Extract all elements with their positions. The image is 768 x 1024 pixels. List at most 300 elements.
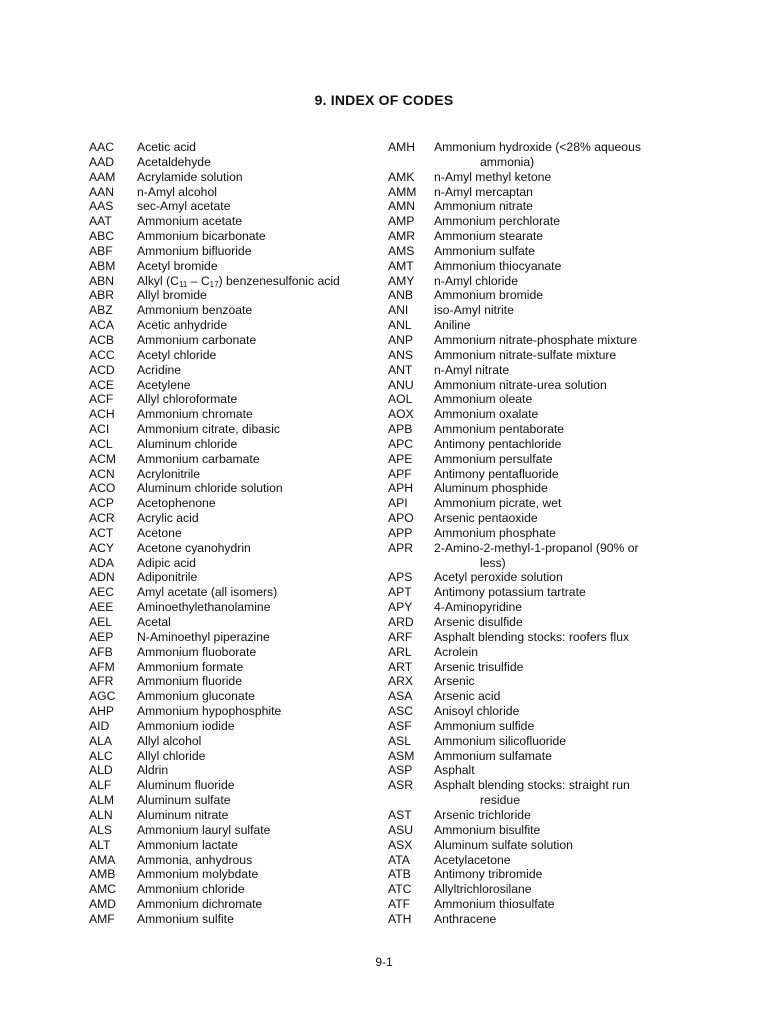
entry-code: ACD: [89, 362, 115, 377]
entry-code: ASX: [388, 837, 413, 852]
entry-name: [137, 823, 379, 838]
entry-name: [434, 763, 688, 778]
entry-code: AMK: [388, 169, 415, 184]
entry-name: [137, 496, 379, 511]
code-entry: [89, 274, 379, 289]
entry-name-text: Ammonium chloride: [137, 882, 245, 897]
code-entry: [388, 600, 688, 615]
entry-name: [137, 838, 379, 853]
entry-code: APC: [388, 436, 414, 451]
entry-code: ALD: [89, 763, 113, 778]
entry-name: [137, 585, 379, 600]
entry-code: ABN: [89, 273, 115, 288]
entry-code: ABR: [89, 288, 115, 303]
entry-code: ALS: [89, 822, 113, 837]
entry-name: [434, 244, 688, 259]
code-entry: [388, 378, 688, 393]
entry-code: ALA: [89, 733, 113, 748]
entry-name: [434, 467, 688, 482]
entry-name-text: Ammonium bromide: [434, 288, 544, 303]
entry-name: [137, 170, 379, 185]
entry-name-text: Acetophenone: [137, 496, 216, 511]
entry-code: AAN: [89, 184, 115, 199]
entry-name-text: Acetic acid: [137, 140, 196, 154]
entry-name-text: Anisoyl chloride: [434, 704, 520, 719]
entry-name-text: Aminoethylethanolamine: [137, 600, 271, 615]
entry-code: APP: [388, 525, 413, 540]
entry-name-text: Ammonium bifluoride: [137, 243, 252, 258]
entry-name: [434, 615, 688, 630]
entry-name-text: Ammonium hydroxide (<28% aqueous: [434, 140, 641, 154]
code-entry: [89, 630, 379, 645]
entry-name-text: Ammonium dichromate: [137, 897, 263, 912]
entry-code: ACH: [89, 407, 115, 422]
entry-name: [137, 882, 379, 897]
entry-code: ASR: [388, 778, 414, 793]
entry-name: [137, 630, 379, 645]
entry-code: ALM: [89, 793, 115, 808]
entry-name-text: Acrylamide solution: [137, 169, 243, 184]
code-entry: [89, 407, 379, 422]
entry-code: AEC: [89, 585, 115, 600]
entry-name: [434, 645, 688, 660]
entry-code: ATA: [388, 852, 410, 867]
code-entry: [388, 452, 688, 467]
code-entry: [89, 318, 379, 333]
code-entry: [89, 378, 379, 393]
code-entry: [388, 170, 688, 185]
entry-code: ACC: [89, 347, 115, 362]
entry-name-text: Ammonium sulfide: [434, 718, 535, 733]
entry-name-text: Ammonium stearate: [434, 229, 544, 244]
entry-name: [137, 422, 379, 437]
entry-name-text: Aluminum phosphide: [434, 481, 548, 496]
entry-name-text: Allyl alcohol: [137, 733, 202, 748]
entry-name-text: Acetic anhydride: [137, 318, 228, 333]
code-entry: [89, 259, 379, 274]
code-entry: [388, 897, 688, 912]
code-entry: [89, 734, 379, 749]
entry-code: ACI: [89, 422, 110, 437]
entry-code: AMB: [89, 867, 116, 882]
entry-name-text: Adiponitrile: [137, 570, 198, 585]
entry-name-text: Ammonium nitrate-phosphate mixture: [434, 332, 638, 347]
code-entry: [388, 823, 688, 838]
entry-name-text: N-Aminoethyl piperazine: [137, 629, 270, 644]
entry-code: AAT: [89, 214, 112, 229]
entry-code: AST: [388, 807, 412, 822]
entry-name-text: Aluminum nitrate: [137, 807, 229, 822]
entry-name: [137, 734, 379, 749]
entry-name-text: 4-Aminopyridine: [434, 600, 523, 615]
entry-code: AMM: [388, 184, 417, 199]
code-entry: [89, 467, 379, 482]
entry-name: [434, 674, 688, 689]
entry-name: [434, 660, 688, 675]
entry-name: [434, 585, 688, 600]
entry-name-text: Asphalt blending stocks: straight run: [434, 778, 630, 793]
code-entry: [388, 185, 688, 200]
entry-code: AMF: [89, 911, 115, 926]
entry-name-text: Ammonium chromate: [137, 407, 253, 422]
code-entry: [89, 348, 379, 363]
entry-name: [434, 407, 688, 422]
code-entry: [388, 288, 688, 303]
code-entry: [388, 422, 688, 437]
entry-name-text: Aluminum chloride solution: [137, 481, 283, 496]
code-entry: [89, 749, 379, 764]
entry-code: ANS: [388, 347, 414, 362]
entry-name-text: Ammonium sulfamate: [434, 748, 552, 763]
code-entry: [89, 185, 379, 200]
entry-name-text: Acrolein: [434, 644, 479, 659]
code-entry: [89, 481, 379, 496]
code-entry: [89, 214, 379, 229]
entry-code: AGC: [89, 689, 116, 704]
entry-name: [137, 793, 379, 808]
code-entry: [388, 199, 688, 214]
code-entry: [89, 704, 379, 719]
entry-code: ARF: [388, 629, 413, 644]
entry-code: AAM: [89, 169, 116, 184]
code-entry: [89, 689, 379, 704]
entry-name-text: Anthracene: [434, 911, 497, 926]
entry-name-text: Aniline: [434, 318, 471, 333]
entry-name: [137, 749, 379, 764]
entry-code: ANI: [388, 303, 409, 318]
code-entry: [388, 615, 688, 630]
entry-code: ASM: [388, 748, 415, 763]
code-entry: [388, 496, 688, 511]
entry-code: ACO: [89, 481, 116, 496]
entry-name: [434, 140, 688, 170]
entry-code: ACB: [89, 332, 115, 347]
entry-name-text: Arsenic: [434, 674, 475, 689]
entry-name: [434, 422, 688, 437]
code-entry: [89, 170, 379, 185]
entry-name: [434, 229, 688, 244]
entry-name-text: Antimony potassium tartrate: [434, 585, 586, 600]
entry-name: [137, 140, 379, 155]
entry-code: AHP: [89, 704, 115, 719]
entry-name: [434, 630, 688, 645]
code-entry: [89, 363, 379, 378]
entry-name: [434, 719, 688, 734]
entry-name-text: Ammonium bisulfite: [434, 822, 541, 837]
code-entry: [89, 303, 379, 318]
entry-name: [137, 897, 379, 912]
entry-name: [137, 467, 379, 482]
entry-name-text: Acetyl bromide: [137, 258, 218, 273]
entry-name: [434, 897, 688, 912]
entry-code: ARL: [388, 644, 412, 659]
entry-code: AMC: [89, 882, 117, 897]
code-entry: [89, 155, 379, 170]
entry-name-text: Allyl bromide: [137, 288, 207, 303]
entry-name: [434, 259, 688, 274]
entry-name-text: Ammonium hypophosphite: [137, 704, 282, 719]
entry-name: [434, 333, 688, 348]
code-entry: [89, 452, 379, 467]
entry-code: ACT: [89, 525, 114, 540]
entry-name: [137, 615, 379, 630]
entry-code: AAS: [89, 199, 114, 214]
entry-name-continuation: ammonia): [480, 154, 535, 169]
entry-name-text: Acetaldehyde: [137, 154, 211, 169]
entry-name-text: Acetylacetone: [434, 852, 511, 867]
code-entry: [89, 541, 379, 556]
entry-code: AEE: [89, 600, 114, 615]
entry-code: ACN: [89, 466, 115, 481]
entry-name-text: Antimony tribromide: [434, 867, 543, 882]
entry-code: ANP: [388, 332, 414, 347]
entry-name-text: Ammonium molybdate: [137, 867, 259, 882]
code-entry: [89, 511, 379, 526]
entry-name-text: Ammonium carbonate: [137, 332, 257, 347]
code-entry: [89, 882, 379, 897]
code-entry: [388, 303, 688, 318]
entry-name-text: Antimony pentafluoride: [434, 466, 559, 481]
code-entry: [89, 526, 379, 541]
entry-code: APT: [388, 585, 412, 600]
code-entry: [388, 689, 688, 704]
entry-name: [137, 704, 379, 719]
code-entry: [388, 259, 688, 274]
entry-code: AFM: [89, 659, 115, 674]
entry-name: [137, 274, 379, 289]
code-entry: [388, 853, 688, 868]
entry-name: [137, 867, 379, 882]
entry-name-text: Arsenic trichloride: [434, 807, 531, 822]
entry-name: [137, 318, 379, 333]
entry-name: [434, 452, 688, 467]
code-entry: [388, 778, 688, 808]
entry-name: [137, 392, 379, 407]
entry-name: [137, 407, 379, 422]
entry-code: APE: [388, 451, 413, 466]
code-entry: [388, 348, 688, 363]
code-entry: [388, 481, 688, 496]
entry-name-continuation: residue: [480, 793, 520, 808]
entry-name-text: n-Amyl mercaptan: [434, 184, 533, 199]
entry-code: ASP: [388, 763, 413, 778]
entry-code: ACA: [89, 318, 115, 333]
code-entry: [388, 734, 688, 749]
entry-name-text: Arsenic acid: [434, 689, 501, 704]
entry-name-text: Aluminum fluoride: [137, 778, 235, 793]
code-entry: [89, 496, 379, 511]
entry-name-text: Acetone cyanohydrin: [137, 540, 251, 555]
entry-name-text: Ammonium fluoborate: [137, 644, 257, 659]
entry-name: [137, 541, 379, 556]
code-entry: [89, 437, 379, 452]
entry-name-text: Aluminum sulfate: [137, 793, 231, 808]
entry-code: APO: [388, 511, 414, 526]
entry-code: ALT: [89, 837, 111, 852]
code-entry: [89, 288, 379, 303]
entry-code: ALF: [89, 778, 112, 793]
entry-name: [434, 838, 688, 853]
code-entry: [89, 392, 379, 407]
entry-name-text: Acetone: [137, 525, 182, 540]
code-entry: [89, 600, 379, 615]
entry-code: AOX: [388, 407, 414, 422]
entry-name-text: Ammonium benzoate: [137, 303, 253, 318]
entry-name-text: Antimony pentachloride: [434, 436, 562, 451]
entry-name-text: 2-Amino-2-methyl-1-propanol (90% or: [434, 540, 639, 555]
entry-name: [137, 303, 379, 318]
code-entry: [388, 274, 688, 289]
code-entry: [388, 363, 688, 378]
entry-name: [434, 778, 688, 808]
entry-code: AMS: [388, 243, 415, 258]
code-entry: [89, 763, 379, 778]
entry-name-text: Acrylic acid: [137, 511, 199, 526]
entry-code: ASC: [388, 704, 414, 719]
entry-name-text: Ammonium sulfite: [137, 911, 234, 926]
entry-code: APR: [388, 540, 414, 555]
code-entry: [388, 838, 688, 853]
code-entry: [388, 437, 688, 452]
entry-name: [137, 185, 379, 200]
entry-name-continuation: less): [480, 555, 506, 570]
code-entry: [388, 674, 688, 689]
code-entry: [388, 749, 688, 764]
code-entry: [388, 407, 688, 422]
entry-name: [434, 734, 688, 749]
entry-name-text: n-Amyl methyl ketone: [434, 169, 552, 184]
entry-name: [137, 556, 379, 571]
entry-name-text: Ammonium oxalate: [434, 407, 539, 422]
entry-name: [434, 689, 688, 704]
entry-code: ACP: [89, 496, 115, 511]
entry-name-text: Asphalt: [434, 763, 475, 778]
entry-code: AFB: [89, 644, 113, 659]
code-entry: [388, 333, 688, 348]
entry-name-text: Acrylonitrile: [137, 466, 200, 481]
entry-name-text: Ammonium picrate, wet: [434, 496, 562, 511]
entry-code: AMR: [388, 229, 416, 244]
code-entry: [89, 570, 379, 585]
entry-name-text: Alkyl $(C_{11} - C_{17})$ benzenesulfonic acid: [137, 273, 340, 289]
entry-code: AEL: [89, 615, 113, 629]
entry-code: APF: [388, 466, 412, 481]
code-entry: [89, 808, 379, 823]
code-entry: [89, 333, 379, 348]
entry-name-text: Allyltrichlorosilane: [434, 882, 532, 897]
entry-code: APY: [388, 600, 413, 615]
entry-name: [137, 259, 379, 274]
entry-code: AID: [89, 718, 110, 733]
entry-name: [434, 749, 688, 764]
entry-code: ACL: [89, 436, 113, 451]
entry-name-text: Allyl chloroformate: [137, 392, 238, 407]
code-entry: [89, 912, 379, 927]
entry-name: [137, 229, 379, 244]
entry-name: [434, 274, 688, 289]
page-number: 9-1: [375, 955, 393, 969]
entry-name-text: Ammonium iodide: [137, 718, 235, 733]
entry-code: ADA: [89, 555, 115, 570]
entry-code: ASU: [388, 822, 414, 837]
entry-name-text: Ammonium pentaborate: [434, 422, 565, 437]
entry-code: ALN: [89, 807, 113, 822]
entry-name: [137, 244, 379, 259]
entry-code: AMH: [388, 140, 416, 154]
entry-code: ART: [388, 659, 413, 674]
code-entry: [89, 867, 379, 882]
entry-name-text: Ammonium gluconate: [137, 689, 255, 704]
entry-name: [137, 481, 379, 496]
entry-code: ATF: [388, 897, 411, 912]
code-entry: [388, 511, 688, 526]
code-entry: [89, 719, 379, 734]
entry-code: AMD: [89, 897, 117, 912]
entry-code: APB: [388, 422, 413, 437]
entry-name: [137, 363, 379, 378]
entry-name: [434, 541, 688, 571]
entry-name-text: Ammonium formate: [137, 659, 244, 674]
entry-code: AEP: [89, 629, 114, 644]
entry-name: [137, 912, 379, 927]
entry-code: ACR: [89, 511, 115, 526]
entry-name: [434, 318, 688, 333]
entry-code: AOL: [388, 392, 413, 407]
entry-name: [434, 288, 688, 303]
entry-name-text: Acetylene: [137, 377, 191, 392]
code-entry: [89, 244, 379, 259]
entry-name-text: Ammonium phosphate: [434, 525, 556, 540]
entry-name-text: Ammonium lauryl sulfate: [137, 822, 271, 837]
entry-name: [137, 199, 379, 214]
entry-name: [137, 719, 379, 734]
entry-code: ACY: [89, 540, 115, 555]
entry-name: [137, 333, 379, 348]
entry-name-text: Arsenic pentaoxide: [434, 511, 538, 526]
entry-name: [137, 570, 379, 585]
entry-name-text: Ammonia, anhydrous: [137, 852, 253, 867]
entry-name-text: Arsenic disulfide: [434, 615, 523, 629]
code-entry: [89, 140, 379, 155]
entry-name: [137, 778, 379, 793]
entry-name-text: Ammonium carbamate: [137, 451, 260, 466]
code-entry: [89, 897, 379, 912]
entry-code: APH: [388, 481, 414, 496]
entry-name: [434, 214, 688, 229]
code-entry: [89, 660, 379, 675]
code-entry: [89, 199, 379, 214]
code-entry: [89, 422, 379, 437]
code-entry: [89, 645, 379, 660]
entry-code: ARD: [388, 615, 414, 629]
entry-code: AMA: [89, 852, 116, 867]
entry-name: [434, 704, 688, 719]
code-entry: [388, 318, 688, 333]
entry-name: [434, 437, 688, 452]
entry-name-text: Arsenic trisulfide: [434, 659, 524, 674]
entry-code: ALC: [89, 748, 113, 763]
entry-name-text: Ammonium citrate, dibasic: [137, 422, 280, 437]
entry-name-text: Aluminum chloride: [137, 436, 238, 451]
code-entry: [388, 585, 688, 600]
entry-name: [434, 853, 688, 868]
entry-name-text: Ammonium thiosulfate: [434, 897, 555, 912]
entry-code: ASL: [388, 733, 412, 748]
entry-name: [434, 823, 688, 838]
entry-code: AAD: [89, 154, 115, 169]
code-entry: [388, 808, 688, 823]
code-entry: [388, 660, 688, 675]
